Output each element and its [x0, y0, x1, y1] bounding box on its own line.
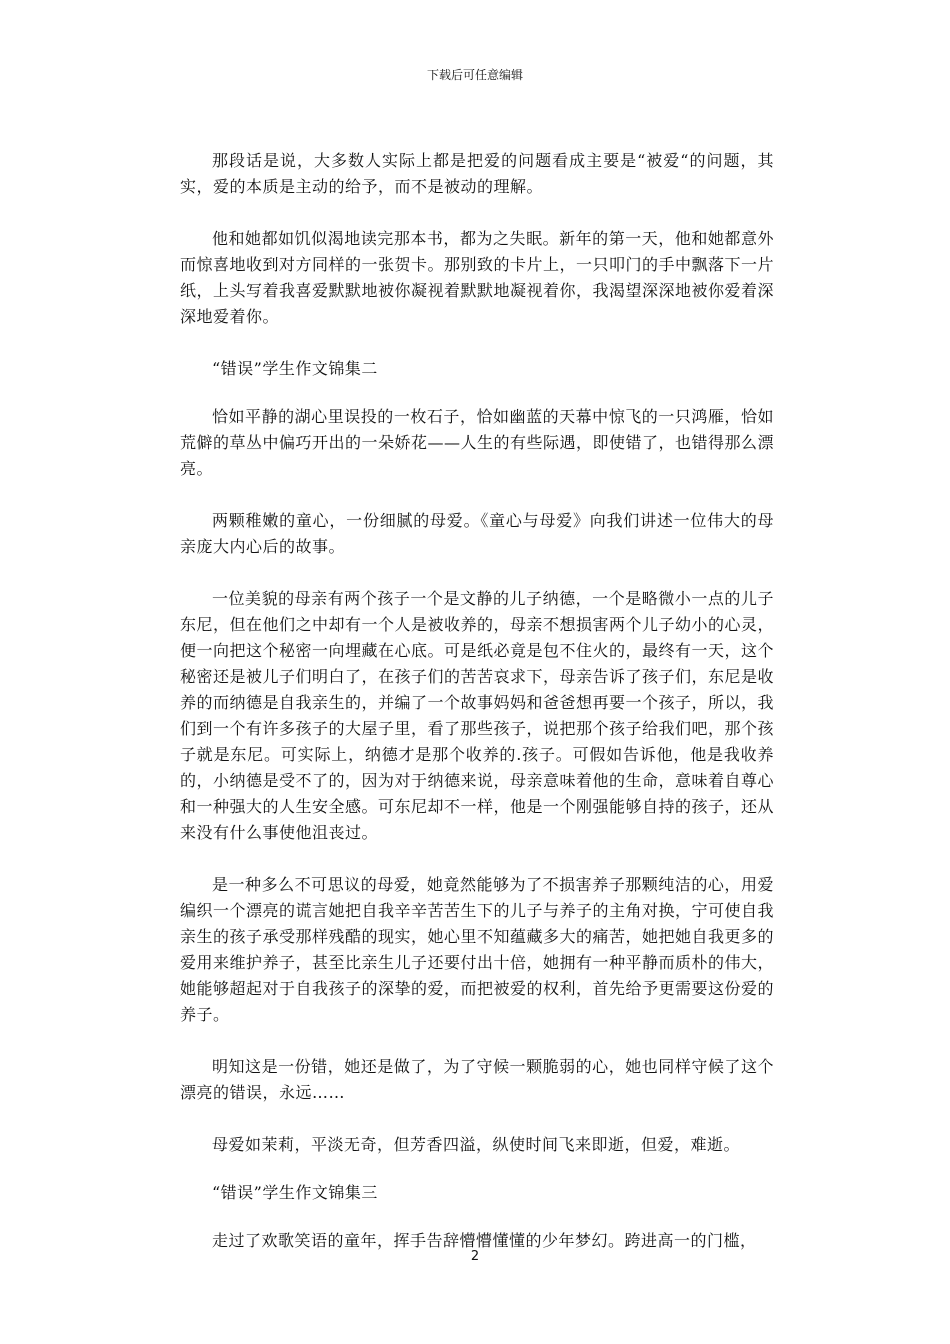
section-heading: “错误”学生作文锦集二 — [212, 359, 378, 378]
paragraph: 恰如平静的湖心里误投的一枚石子，恰如幽蓝的天幕中惊飞的一只鸿雁，恰如荒僻的草丛中偏巧开出的一朵娇花——人生的有些际遇，即使错了，也错得那么漂亮。 — [180, 407, 775, 478]
paragraph: 那段话是说，大多数人实际上都是把爱的问题看成主要是“被爱“的问题，其实，爱的本质是主动的给予，而不是被动的理解。 — [180, 151, 774, 196]
paragraph: 他和她都如饥似渴地读完那本书，都为之失眠。新年的第一天，他和她都意外而惊喜地收到对方同样的一张贺卡。那别致的卡片上，一只叩门的手中飘落下一片纸，上头写着我喜爱默默地被你凝视着默默地凝视着你，我渴望深深地被你爱着深深地爱着你。 — [180, 229, 775, 326]
document-body — [180, 148, 774, 1254]
paragraph: 一位美貌的母亲有两个孩子一个是文静的儿子纳德，一个是略微小一点的儿子东尼，但在他们之中却有一个人是被收养的，母亲不想损害两个儿子幼小的心灵，便一向把这个秘密一向埋藏在心底。可是纸必竟是包不住火的，最终有一天，这个秘密还是被儿子们明白了，在孩子们的苦苦哀求下，母亲告诉了孩子们，东尼是收养的而纳德是自我亲生的，并编了一个故事妈妈和爸爸想再要一个孩子，所以，我们到一个有许多孩子的大屋子里，看了那些孩子，说把那个孩子给我们吧，那个孩子就是东尼。可实际上，纳德才是那个收养的.孩子。可假如告诉他，他是我收养的，小纳德是受不了的，因为对于纳德来说，母亲意味着他的生命，意味着自尊心和一种强大的人生安全感。可东尼却不一样，他是一个刚强能够自持的孩子，还从来没有什么事使他沮丧过。 — [180, 589, 775, 842]
paragraph: 走过了欢歌笑语的童年，挥手告辞懵懵懂懂的少年梦幻。跨进高一的门槛， — [212, 1231, 757, 1250]
page-number: 2 — [470, 1249, 480, 1264]
paragraph: 是一种多么不可思议的母爱，她竟然能够为了不损害养子那颗纯洁的心，用爱编织一个漂亮的谎言她把自我辛辛苦苦生下的儿子与养子的主角对换，宁可使自我亲生的孩子承受那样残酷的现实，她心里不知蕴藏多大的痛苦，她把她自我更多的爱用来维护养子，甚至比亲生儿子还要付出十倍，她拥有一种平静而质朴的伟大，她能够超起对于自我孩子的深挚的爱，而把被爱的权利，首先给予更需要这份爱的养子。 — [180, 875, 775, 1024]
section-heading: “错误”学生作文锦集三 — [212, 1183, 378, 1202]
paragraph: 母爱如茉莉，平淡无奇，但芳香四溢，纵使时间飞来即逝，但爱，难逝。 — [212, 1135, 741, 1154]
paragraph: 两颗稚嫩的童心，一份细腻的母爱。《童心与母爱》向我们讲述一位伟大的母亲庞大内心后的故事。 — [180, 511, 774, 556]
page-header-note: 下载后可任意编辑 — [426, 68, 523, 82]
paragraph: 明知这是一份错，她还是做了，为了守候一颗脆弱的心，她也同样守候了这个漂亮的错误，永远…… — [180, 1057, 774, 1102]
